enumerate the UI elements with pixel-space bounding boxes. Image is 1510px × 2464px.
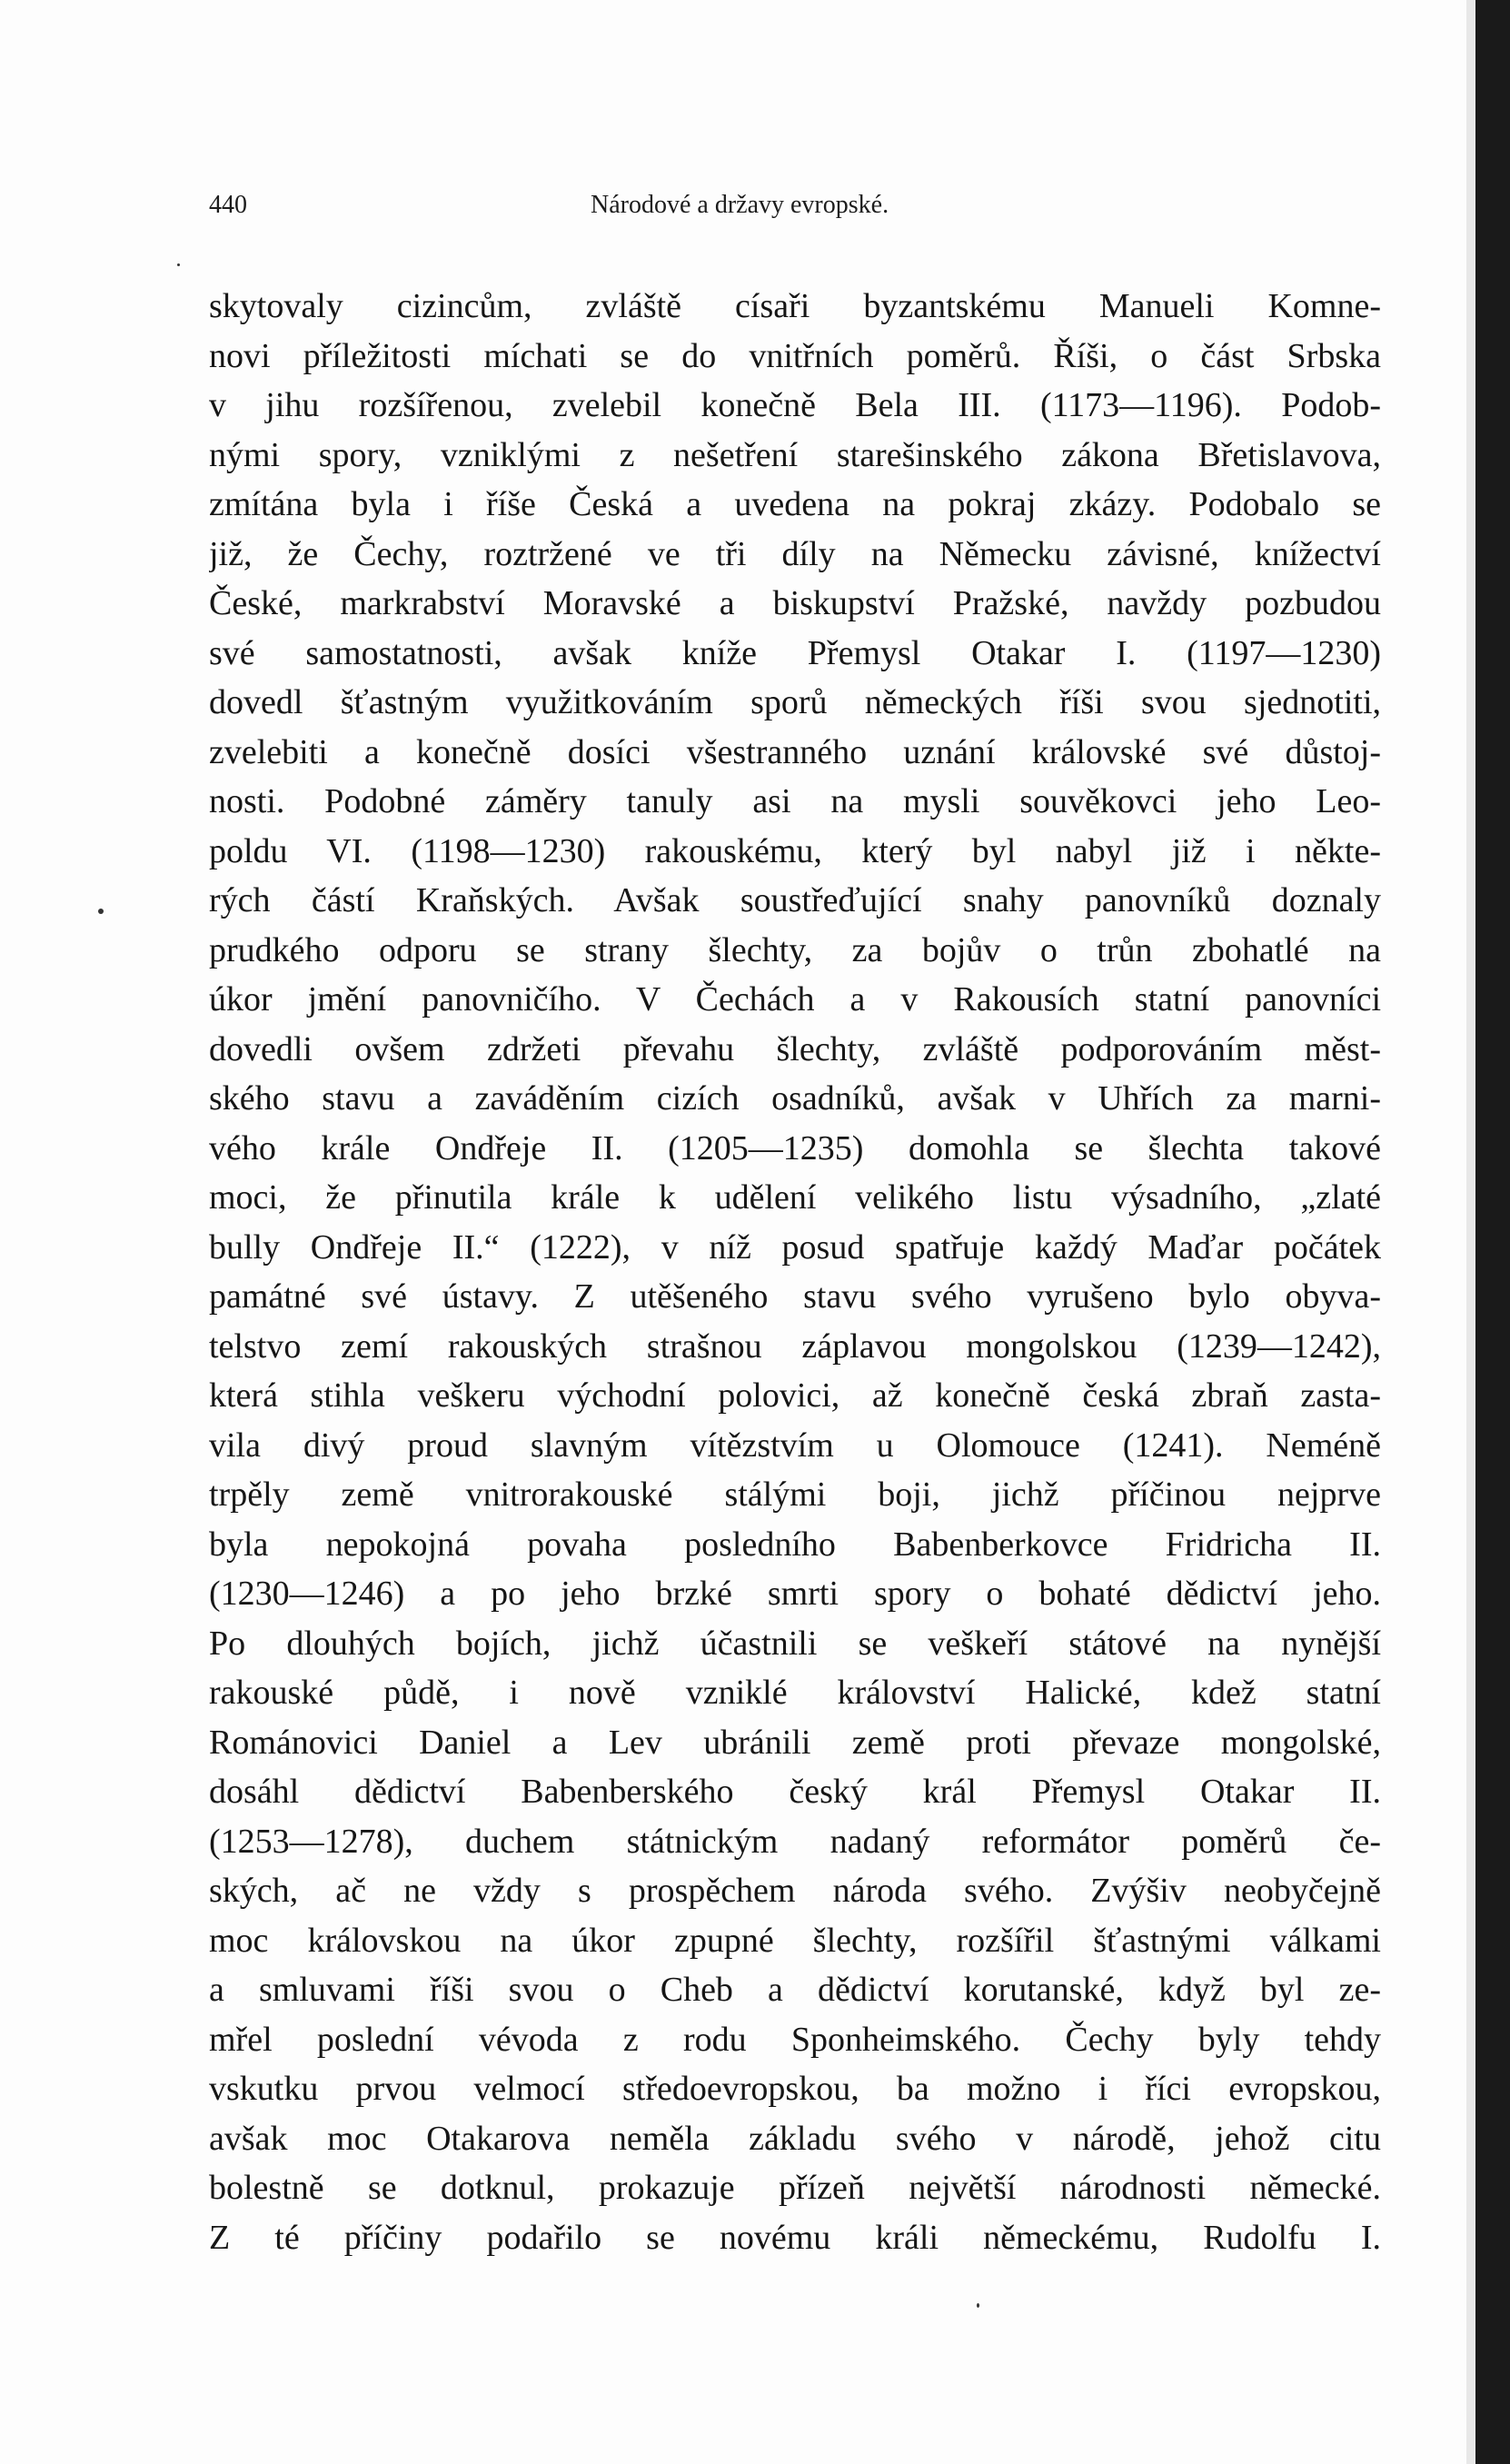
text-line: ského stavu a zaváděním cizích osadníků, avšak v Uhřích za marni- xyxy=(209,1079,1381,1118)
text-line: již, že Čechy, roztržené ve tři díly na Německu závisné, knížectví xyxy=(209,534,1381,573)
text-line: úkor jmění panovničího. V Čechách a v Rakousích statní panovníci xyxy=(209,980,1381,1018)
text-line: rých částí Kraňských. Avšak soustřeďující snahy panovníků doznaly xyxy=(209,881,1381,919)
text-line: v jihu rozšířenou, zvelebil konečně Bela III. (1173—1196). Podob- xyxy=(209,386,1381,424)
text-line: dovedl šťastným využitkováním sporů německých říši svou sjednotiti, xyxy=(209,683,1381,721)
text-line: která stihla veškeru východní polovici, až konečně česká zbraň zasta- xyxy=(209,1376,1381,1415)
text-line: bolestně se dotknul, prokazuje přízeň největší národnosti německé. xyxy=(209,2169,1381,2207)
text-line: zvelebiti a konečně dosíci všestranného uznání královské své důstoj- xyxy=(209,732,1381,771)
text-line: bully Ondřeje II.“ (1222), v níž posud spatřuje každý Maďar počátek xyxy=(209,1227,1381,1267)
ink-speck xyxy=(177,263,180,266)
text-line: dosáhl dědictví Babenberského český král Přemysl Otakar II. xyxy=(209,1773,1381,1811)
text-line: Po dlouhých bojích, jichž účastnili se veškeří státové na nynější xyxy=(209,1624,1381,1663)
text-line: telstvo zemí rakouských strašnou záplavou mongolskou (1239—1242), xyxy=(209,1326,1381,1366)
ink-speck xyxy=(98,909,104,914)
text-line: novi příležitosti míchati se do vnitřních poměrů. Říši, o část Srbska xyxy=(209,336,1381,375)
text-line: mřel poslední vévoda z rodu Sponheimského. Čechy byly tehdy xyxy=(209,2020,1381,2059)
text-line: zmítána byla i říše Česká a uvedena na pokraj zkázy. Podobalo se xyxy=(209,485,1381,523)
text-line: památné své ústavy. Z utěšeného stavu svého vyrušeno bylo obyva- xyxy=(209,1277,1381,1316)
ink-speck xyxy=(977,2303,979,2308)
text-line: vila divý proud slavným vítězstvím u Olomouce (1241). Neméně xyxy=(209,1426,1381,1465)
text-line: nými spory, vzniklými z nešetření starešinského zákona Břetislavova, xyxy=(209,435,1381,474)
text-line: avšak moc Otakarova neměla základu svého v národě, jehož citu xyxy=(209,2119,1381,2158)
text-line: moci, že přinutila krále k udělení velikého listu výsadního, „zlaté xyxy=(209,1178,1381,1217)
scan-edge-border xyxy=(1475,0,1510,2464)
text-line: trpěly země vnitrorakouské stálými boji, jichž příčinou nejprve xyxy=(209,1475,1381,1514)
page-header xyxy=(209,191,1381,227)
page-edge-gap xyxy=(1466,0,1475,2464)
page-number: 440 xyxy=(209,191,247,219)
text-line: vého krále Ondřeje II. (1205—1235) domohla se šlechta takové xyxy=(209,1128,1381,1167)
text-line: své samostatnosti, avšak kníže Přemysl Otakar I. (1197—1230) xyxy=(209,633,1381,672)
body-text xyxy=(209,282,1381,2262)
text-line: a smluvami říši svou o Cheb a dědictví korutanské, když byl ze- xyxy=(209,1971,1381,2009)
text-line: dovedli ovšem zdržeti převahu šlechty, zvláště podporováním měst- xyxy=(209,1029,1381,1068)
text-line: moc královskou na úkor zpupné šlechty, rozšířil šťastnými válkami xyxy=(209,1921,1381,1960)
text-line: rakouské půdě, i nově vzniklé království Halické, kdež statní xyxy=(209,1674,1381,1712)
text-line: (1253—1278), duchem státnickým nadaný reformátor poměrů če- xyxy=(209,1822,1381,1861)
text-line: Z té příčiny podařilo se novému králi německému, Rudolfu I. xyxy=(209,2218,1381,2257)
text-line: ských, ač ne vždy s prospěchem národa svého. Zvýšiv neobyčejně xyxy=(209,1872,1381,1910)
text-line: prudkého odporu se strany šlechty, za bojův o trůn zbohatlé na xyxy=(209,930,1381,969)
text-line: Románovici Daniel a Lev ubránili země proti převaze mongolské, xyxy=(209,1723,1381,1762)
text-line: byla nepokojná povaha posledního Babenberkovce Fridricha II. xyxy=(209,1525,1381,1564)
text-line: nosti. Podobné záměry tanuly asi na mysli souvěkovci jeho Leo- xyxy=(209,782,1381,820)
text-line: vskutku prvou velmocí středoevropskou, ba možno i říci evropskou, xyxy=(209,2070,1381,2108)
text-line: poldu VI. (1198—1230) rakouskému, který byl nabyl již i někte- xyxy=(209,831,1381,870)
text-line: České, markrabství Moravské a biskupství Pražské, navždy pozbudou xyxy=(209,584,1381,622)
running-title: Národové a državy evropské. xyxy=(591,191,889,219)
text-line: (1230—1246) a po jeho brzké smrti spory o bohaté dědictví jeho. xyxy=(209,1575,1381,1613)
text-line: skytovaly cizincům, zvláště císaři byzantskému Manueli Komne- xyxy=(209,287,1381,325)
